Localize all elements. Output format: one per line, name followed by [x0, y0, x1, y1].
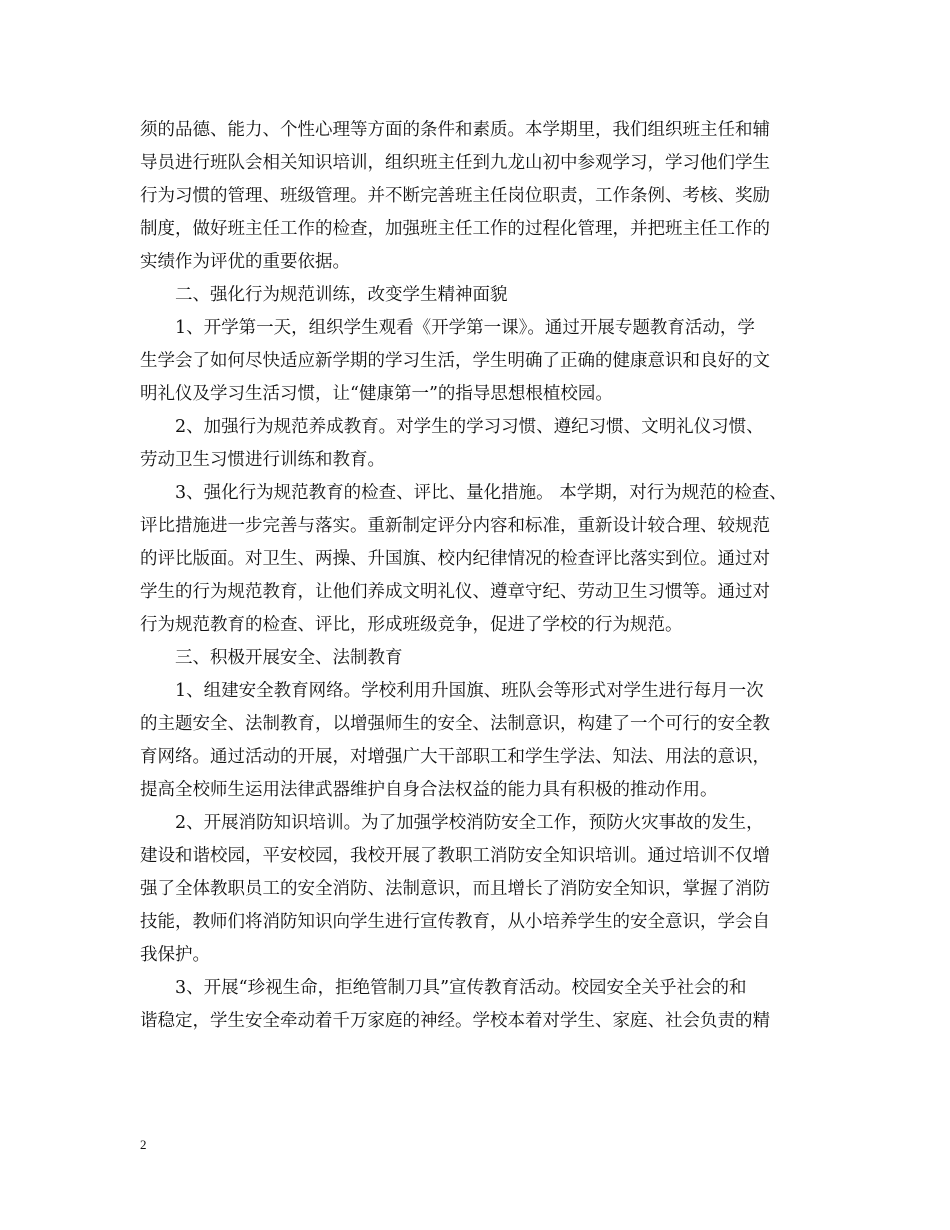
text-line: 2、开展消防知识培训。为了加强学校消防安全工作，预防火灾事故的发生， — [175, 813, 764, 833]
document-body — [140, 114, 832, 1038]
text-line: 1、组建安全教育网络。学校利用升国旗、班队会等形式对学生进行每月一次 — [175, 681, 764, 701]
text-line: 行为习惯的管理、班级管理。并不断完善班主任岗位职责，工作条例、考核、奖励 — [140, 186, 770, 206]
page-number: 2 — [140, 1137, 147, 1152]
text-line: 须的品德、能力、个性心理等方面的条件和素质。本学期里，我们组织班主任和辅 — [140, 120, 770, 140]
text-line: 劳动卫生习惯进行训练和教育。 — [140, 450, 385, 470]
text-line: 1、开学第一天，组织学生观看《开学第一课》。通过开展专题教育活动，学 — [175, 318, 755, 338]
text-line: 学生的行为规范教育，让他们养成文明礼仪、遵章守纪、劳动卫生习惯等。通过对 — [140, 582, 770, 602]
text-line: 的评比版面。对卫生、两操、升国旗、校内纪律情况的检查评比落实到位。通过对 — [140, 549, 770, 569]
text-line: 的主题安全、法制教育，以增强师生的安全、法制意识，构建了一个可行的安全教 — [140, 714, 770, 734]
text-line: 明礼仪及学习生活习惯，让“健康第一”的指导思想根植校园。 — [140, 384, 613, 404]
text-line: 制度，做好班主任工作的检查，加强班主任工作的过程化管理，并把班主任工作的 — [140, 219, 770, 239]
text-line: 2、加强行为规范养成教育。对学生的学习习惯、遵纪习惯、文明礼仪习惯、 — [175, 417, 764, 437]
text-line: 我保护。 — [140, 945, 210, 965]
text-line: 评比措施进一步完善与落实。重新制定评分内容和标准，重新设计较合理、较规范 — [140, 516, 770, 536]
text-line: 3、开展“珍视生命，拒绝管制刀具”宣传教育活动。校园安全关乎社会的和 — [175, 978, 747, 998]
section-heading: 二、强化行为规范训练，改变学生精神面貌 — [175, 285, 508, 305]
text-line: 强了全体教职员工的安全消防、法制意识，而且增长了消防安全知识，掌握了消防 — [140, 879, 770, 899]
text-line: 行为规范教育的检查、评比，形成班级竞争，促进了学校的行为规范。 — [140, 615, 683, 635]
text-line: 导员进行班队会相关知识培训，组织班主任到九龙山初中参观学习，学习他们学生 — [140, 153, 770, 173]
text-line: 3、强化行为规范教育的检查、评比、量化措施。 本学期，对行为规范的检查、 — [175, 483, 787, 503]
text-line: 育网络。通过活动的开展，对增强广大干部职工和学生学法、知法、用法的意识， — [140, 747, 770, 767]
text-line: 技能，教师们将消防知识向学生进行宣传教育，从小培养学生的安全意识，学会自 — [140, 912, 770, 932]
text-line: 实绩作为评优的重要依据。 — [140, 252, 350, 272]
text-line: 生学会了如何尽快适应新学期的学习生活，学生明确了正确的健康意识和良好的文 — [140, 351, 770, 371]
text-line: 提高全校师生运用法律武器维护自身合法权益的能力具有积极的推动作用。 — [140, 780, 718, 800]
text-line: 谐稳定，学生安全牵动着千万家庭的神经。学校本着对学生、家庭、社会负责的精 — [140, 1011, 770, 1031]
text-line: 建设和谐校园，平安校园，我校开展了教职工消防安全知识培训。通过培训不仅增 — [140, 846, 770, 866]
section-heading: 三、积极开展安全、法制教育 — [175, 648, 403, 668]
